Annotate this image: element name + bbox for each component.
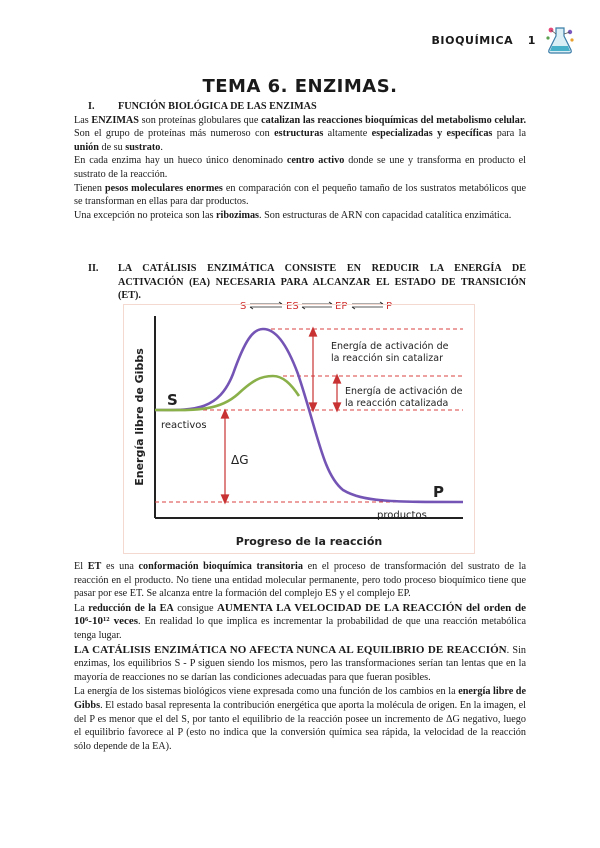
uncatalyzed-label-line2: la reacción sin catalizar <box>331 353 443 364</box>
p-label: P <box>433 483 444 501</box>
reaction-s: S <box>240 301 247 312</box>
catalyzed-label-line1: Energía de activación de <box>345 386 463 397</box>
catalyzed-label-line2: la reacción catalizada <box>345 398 449 409</box>
paragraph-pesos: Tienen pesos moleculares enormes en comparación con el pequeño tamaño de los sustratos metabólicos que se transforman en ellas para dar productos. <box>74 182 526 208</box>
section-number: II. <box>88 263 99 274</box>
reaction-es: ES <box>286 301 299 312</box>
paragraph-enzimas: Las ENZIMAS son proteínas globulares que catalizan las reacciones bioquímicas del metabolismo celular. Son el grupo de proteínas más numeroso con estructuras altamente especializadas y específicas para la unión de su sustrato. <box>74 114 526 153</box>
page-title: TEMA 6. ENZIMAS. <box>202 76 398 97</box>
section-heading-text: LA CATÁLISIS ENZIMÁTICA CONSISTE EN REDUCIR LA ENERGÍA DE ACTIVACIÓN (EA) NECESARIA PARA ALCANZAR EL ESTADO DE TRANSICIÓN (ET). <box>118 263 526 302</box>
section-heading-text: FUNCIÓN BIOLÓGICA DE LAS ENZIMAS <box>118 101 317 112</box>
productos-label: productos <box>377 510 427 521</box>
reaction-p: P <box>386 301 393 312</box>
section-catalisis <box>74 262 526 303</box>
paragraph-equilibrio: LA CATÁLISIS ENZIMÁTICA NO AFECTA NUNCA AL EQUILIBRIO DE REACCIÓN. Sin enzimas, los equilibrios S - P siguen siendo los mismos, pero las transformaciones serían tan lentas que en la mayoría de reacciones no se darían las condiciones adecuadas para que fueran posibles. <box>74 643 526 683</box>
s-label: S <box>167 391 178 409</box>
section-number: I. <box>88 101 95 112</box>
paragraph-et: El ET es una conformación bioquímica transitoria en el proceso de transformación del sustrato de la reacción en el producto. No tiene una entidad molecular permanente, pero todo proceso bioquímico tiene que pasar por ese ET. Se alcanza entre la formación del complejo ES y el complejo EP. <box>74 561 526 600</box>
page-number: 1 <box>527 34 536 47</box>
molecule-icon <box>544 24 576 56</box>
paragraph-reduccion-ea: La reducción de la EA consigue AUMENTA LA VELOCIDAD DE LA REACCIÓN del orden de 10⁶-10¹² veces. En realidad lo que implica es incrementar la probabilidad de que una reacción metabólica tenga lugar. <box>74 601 526 641</box>
section-heading-1 <box>74 100 526 114</box>
section-function <box>74 100 526 222</box>
paragraph-centro-activo: En cada enzima hay un hueco único denominado centro activo donde se une y transforma en producto el sustrato de la reacción. <box>74 155 527 180</box>
subject-label: BIOQUÍMICA <box>431 34 514 47</box>
paragraph-gibbs: La energía de los sistemas biológicos viene expresada como una función de los cambios en la energía libre de Gibbs. El estado basal representa la contribución energética que aporta la molécula de origen. En la imagen, el del P es menor que el del S, por tanto el equilibrio de la reacción posee un incremento de ΔG negativo, luego el equilibrio favorece al P (esto no indica que la conversión química sea rápida, la velocidad de la reacción sólo depende de la EA). <box>74 686 526 752</box>
delta-g-label: ΔG <box>231 453 249 467</box>
section-heading-2 <box>74 262 526 303</box>
y-axis-label: Energía libre de Gibbs <box>133 348 146 486</box>
paragraph-ribozimas: Una excepción no proteica son las ribozimas. Son estructuras de ARN con capacidad catalítica enzimática. <box>74 209 512 221</box>
energy-profile-chart <box>123 304 475 554</box>
reaction-ep: EP <box>335 301 348 312</box>
uncatalyzed-label-line1: Energía de activación de <box>331 341 449 352</box>
x-axis-label: Progreso de la reacción <box>235 535 383 548</box>
section-body-text <box>74 560 526 754</box>
running-header <box>431 34 536 47</box>
reactivos-label: reactivos <box>161 420 207 431</box>
